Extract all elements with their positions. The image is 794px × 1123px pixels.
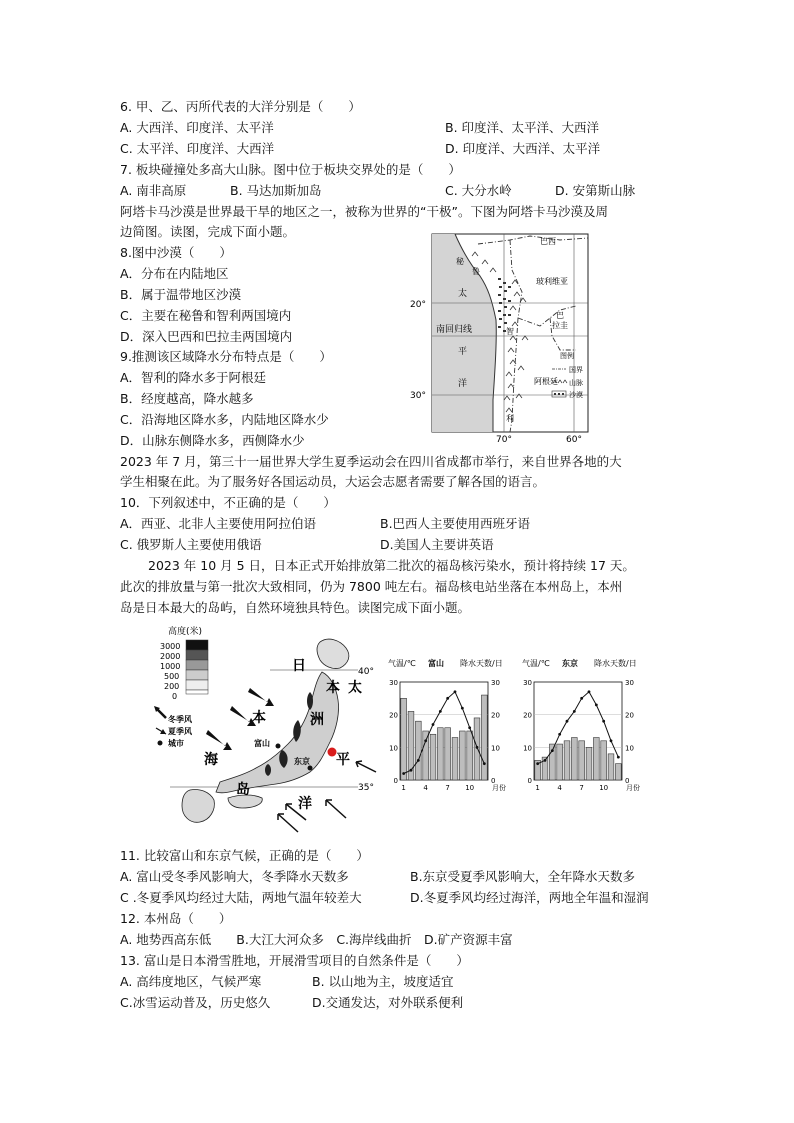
q8-option-b: B．属于温带地区沙漠: [120, 287, 242, 302]
label-pacific-3: 洋: [458, 379, 468, 389]
chart-toyama-ytick-rain: 10: [491, 744, 500, 753]
label-lon-60: 60°: [566, 435, 582, 445]
legend-summer-monsoon: 夏季风: [168, 727, 192, 736]
label-bolivia: 玻利维亚: [536, 277, 568, 286]
q7-option-d: D. 安第斯山脉: [555, 183, 636, 198]
chart-toyama-temp-point: [402, 772, 405, 775]
q11-option-b: B.东京受夏季风影响大，全年降水天数多: [410, 869, 636, 884]
chart-tokyo-bar: [564, 741, 570, 780]
legend-title: 图例: [560, 352, 574, 360]
chart-toyama-temp-point: [468, 726, 471, 729]
q10-option-a: A．西亚、北非人主要使用阿拉伯语: [120, 516, 317, 531]
q6-option-d: D. 印度洋、大西洋、太平洋: [445, 141, 601, 156]
chart-tokyo-ytick-temp: 10: [523, 744, 532, 753]
chart-toyama-ytick-temp: 10: [389, 744, 398, 753]
chart-toyama-ytick-temp: 20: [389, 711, 398, 720]
legend-border: 国界: [569, 366, 583, 374]
chart-tokyo-bar: [579, 741, 585, 780]
chart-tokyo-bar: [601, 741, 607, 780]
climate-chart-tokyo: [520, 656, 660, 806]
label-chile: 智: [506, 327, 514, 336]
chart-tokyo-temp-point: [551, 749, 554, 752]
q13-option-c: C.冰雪运动普及，历史悠久: [120, 995, 271, 1010]
q9-option-a: A．智利的降水多于阿根廷: [120, 370, 267, 385]
chart-tokyo-ytick-temp: 0: [527, 777, 532, 785]
label-brazil: 巴西: [540, 237, 556, 246]
chart-tokyo-xlabel: 月份: [626, 784, 640, 792]
atacama-map: [400, 230, 600, 445]
q7-option-c: C. 大分水岭: [445, 183, 512, 198]
q7-option-b: B. 马达加斯加岛: [230, 183, 322, 198]
chart-toyama-bar: [437, 728, 443, 780]
altitude-1000: 1000: [160, 662, 181, 671]
altitude-legend-title: 高度(米): [168, 627, 203, 637]
label-dao: 岛: [236, 782, 250, 798]
chart-tokyo-bar: [593, 738, 599, 780]
chart-toyama-ytick-temp: 0: [393, 777, 398, 785]
chart-tokyo-xtick: 10: [599, 784, 609, 792]
chart-tokyo-temp-point: [544, 759, 547, 762]
q8-option-c: C．主要在秘鲁和智利两国境内: [120, 308, 292, 323]
label-yang: 洋: [298, 796, 312, 812]
chart-tokyo-bar: [608, 754, 614, 780]
label-ri: 日: [292, 658, 306, 674]
label-toyama: 富山: [254, 739, 270, 748]
chart-toyama-temp-point: [424, 739, 427, 742]
q8-stem: 8.图中沙漠（ ）: [120, 245, 232, 260]
chart-toyama-bar: [401, 698, 407, 780]
label-ben-sea: 本: [326, 680, 340, 696]
chart-toyama-ylabel-temp: 气温/℃: [388, 659, 416, 668]
q7-option-a: A. 南非高原: [120, 183, 187, 198]
legend-city: 城市: [168, 739, 184, 748]
q9-stem: 9.推测该区域降水分布特点是（ ）: [120, 349, 332, 364]
atacama-intro-line2: 边简图。读图，完成下面小题。: [120, 224, 296, 239]
chart-toyama-ylabel-rain: 降水天数/日: [460, 659, 503, 668]
chart-toyama-bar: [452, 738, 458, 780]
climate-chart-toyama: [386, 656, 518, 806]
japan-intro-line2: 此次的排放量与第一批次大致相同，仍为 7800 吨左右。福岛核电站坐落在本州岛上，本州: [120, 579, 623, 594]
label-lat-40: 40°: [358, 667, 374, 677]
chart-tokyo-ytick-rain: 0: [625, 777, 630, 785]
chart-tokyo-temp-point: [566, 720, 569, 723]
q10-option-c: C. 俄罗斯人主要使用俄语: [120, 537, 262, 552]
chart-toyama-ytick-rain: 20: [491, 711, 500, 720]
q6-option-c: C. 太平洋、印度洋、大西洋: [120, 141, 275, 156]
legend-desert: 沙漠: [569, 391, 583, 399]
chart-toyama-bar: [481, 695, 487, 780]
q10-stem: 10．下列叙述中，不正确的是（ ）: [120, 495, 336, 510]
winter-monsoon-legend-icon: [154, 706, 166, 718]
chart-tokyo-temp-point: [602, 720, 605, 723]
altitude-legend: [186, 640, 208, 694]
chart-tokyo-ylabel-temp: 气温/℃: [522, 659, 550, 668]
q8-option-d: D．深入巴西和巴拉圭两国境内: [120, 329, 293, 344]
q11-stem: 11. 比较富山和东京气候，正确的是（ ）: [120, 848, 369, 863]
chart-tokyo-temp-point: [573, 710, 576, 713]
q9-option-d: D．山脉东侧降水多，西侧降水少: [120, 433, 305, 448]
altitude-500: 500: [164, 672, 180, 681]
altitude-2000: 2000: [160, 652, 181, 661]
chart-toyama-temp-point: [461, 707, 464, 710]
chart-tokyo-temp-point: [610, 739, 613, 742]
label-tropic-capricorn: 南回归线: [436, 325, 473, 335]
chart-tokyo-ylabel-rain: 降水天数/日: [594, 659, 637, 668]
q11-option-a: A. 富山受冬季风影响大，冬季降水天数多: [120, 869, 349, 884]
japan-intro-line1: 2023 年 10 月 5 日，日本正式开始排放第二批次的福岛核污染水，预计将持续 17 天。: [148, 558, 635, 573]
label-argentina: 阿根廷: [534, 377, 558, 386]
chart-toyama-temp-point: [410, 769, 413, 772]
chart-toyama-temp-point: [439, 710, 442, 713]
altitude-0: 0: [172, 692, 178, 701]
label-tai: 太: [348, 680, 362, 696]
q12-stem: 12. 本州岛（ ）: [120, 911, 232, 926]
chart-toyama-xtick: 1: [401, 784, 406, 792]
label-pacific-2: 平: [458, 347, 468, 357]
chart-tokyo-title: 东京: [562, 659, 578, 668]
chart-toyama-bar: [445, 728, 451, 780]
city-toyama-marker: [276, 744, 281, 749]
q13-option-b: B. 以山地为主，坡度适宜: [312, 974, 454, 989]
chart-tokyo-bar: [557, 744, 563, 780]
chart-tokyo-temp-point: [617, 756, 620, 759]
label-lat-20: 20°: [410, 300, 426, 310]
chart-toyama-ytick-rain: 30: [491, 679, 500, 687]
q9-option-b: B．经度越高，降水越多: [120, 391, 254, 406]
q6-option-b: B. 印度洋、太平洋、大西洋: [445, 120, 600, 135]
chart-tokyo-ytick-rain: 20: [625, 711, 634, 720]
label-lon-70: 70°: [496, 435, 512, 445]
q6-option-a: A. 大西洋、印度洋、太平洋: [120, 120, 274, 135]
chart-toyama-temp-point: [432, 723, 435, 726]
q9-option-c: C．沿海地区降水多，内陆地区降水少: [120, 412, 329, 427]
chart-tokyo-bar: [586, 747, 592, 780]
q7-stem: 7. 板块碰撞处多高大山脉。图中位于板块交界处的是（ ）: [120, 162, 461, 177]
label-ben-island: 本: [252, 710, 266, 726]
q8-option-a: A．分布在内陆地区: [120, 266, 229, 281]
label-peru: 秘: [456, 257, 464, 266]
chart-toyama-temp-point: [483, 762, 486, 765]
universiade-intro-line1: 2023 年 7 月，第三十一届世界大学生夏季运动会在四川省成都市举行，来自世界各地的大: [120, 454, 622, 469]
label-tokyo: 东京: [294, 757, 310, 766]
chart-tokyo-temp-point: [580, 697, 583, 700]
q11-option-d: D.冬夏季风均经过海洋，两地全年温和湿润: [410, 890, 649, 905]
legend-mountain: 山脉: [569, 379, 583, 387]
chart-tokyo-ytick-rain: 10: [625, 744, 634, 753]
chart-toyama-bar: [459, 731, 465, 780]
atacama-intro-line1: 阿塔卡马沙漠是世界最干旱的地区之一，被称为世界的“干极”。下图为阿塔卡马沙漠及周: [120, 204, 608, 219]
chart-tokyo-xtick: 7: [579, 784, 584, 792]
q11-option-c: C .冬夏季风均经过大陆，两地气温年较差大: [120, 890, 362, 905]
chart-tokyo-ytick-temp: 20: [523, 711, 532, 720]
q10-option-b: B.巴西人主要使用西班牙语: [380, 516, 531, 531]
q13-stem: 13. 富山是日本滑雪胜地，开展滑雪项目的自然条件是（ ）: [120, 953, 469, 968]
chart-toyama-xtick: 10: [465, 784, 475, 792]
japan-intro-line3: 岛是日本最大的岛屿，自然环境独具特色。读图完成下面小题。: [120, 600, 471, 615]
summer-monsoon-legend-icon: [156, 728, 166, 734]
label-ping: 平: [336, 752, 350, 768]
label-pacific-1: 太: [458, 289, 468, 299]
chart-tokyo-bar: [571, 738, 577, 780]
chart-toyama-temp-point: [446, 697, 449, 700]
japan-map: [150, 622, 390, 834]
chart-tokyo-temp-point: [536, 762, 539, 765]
label-paraguay: 巴: [556, 311, 564, 320]
label-chile-2: 利: [506, 414, 514, 423]
chart-toyama-ytick-temp: 30: [389, 679, 398, 687]
chart-toyama-bar: [415, 721, 421, 780]
chart-toyama-title: 富山: [428, 659, 444, 668]
chart-toyama-temp-point: [454, 690, 457, 693]
chart-tokyo-xtick: 1: [535, 784, 540, 792]
universiade-intro-line2: 学生相聚在此。为了服务好各国运动员，大运会志愿者需要了解各国的语言。: [120, 474, 546, 489]
chart-toyama-bar: [430, 734, 436, 780]
label-paraguay-2: 拉圭: [552, 321, 568, 330]
chart-toyama-bar: [423, 731, 429, 780]
chart-tokyo-bar: [615, 764, 621, 780]
chart-toyama-bar: [474, 718, 480, 780]
city-tokyo-marker: [308, 766, 313, 771]
chart-toyama-xtick: 7: [445, 784, 450, 792]
label-peru-2: 鲁: [472, 267, 480, 276]
q10-option-d: D.美国人主要讲英语: [380, 537, 494, 552]
q13-option-d: D.交通发达，对外联系便利: [312, 995, 464, 1010]
chart-tokyo-temp-point: [588, 690, 591, 693]
chart-tokyo-xtick: 4: [557, 784, 562, 792]
chart-toyama-xtick: 4: [423, 784, 428, 792]
chart-toyama-temp-point: [417, 759, 420, 762]
chart-toyama-bar: [467, 731, 473, 780]
label-lat-30: 30°: [410, 391, 426, 401]
chart-tokyo-temp-point: [595, 703, 598, 706]
altitude-200: 200: [164, 682, 180, 691]
label-hai: 海: [204, 752, 218, 768]
q6-stem: 6. 甲、乙、丙所代表的大洋分别是（ ）: [120, 99, 361, 114]
legend-winter-monsoon: 冬季风: [168, 715, 192, 724]
city-legend-icon: [158, 741, 163, 746]
label-lat-35: 35°: [358, 783, 374, 793]
chart-tokyo-ytick-temp: 30: [523, 679, 532, 687]
q13-option-a: A. 高纬度地区，气候严寒: [120, 974, 262, 989]
q12-options: A. 地势西高东低 B.大江大河众多 C.海岸线曲折 D.矿产资源丰富: [120, 932, 513, 947]
label-zhou: 洲: [310, 712, 324, 728]
chart-tokyo-ytick-rain: 30: [625, 679, 634, 687]
chart-tokyo-temp-point: [558, 733, 561, 736]
altitude-3000: 3000: [160, 642, 181, 651]
chart-toyama-xlabel: 月份: [492, 784, 506, 792]
chart-toyama-temp-point: [476, 746, 479, 749]
chart-toyama-ytick-rain: 0: [491, 777, 496, 785]
